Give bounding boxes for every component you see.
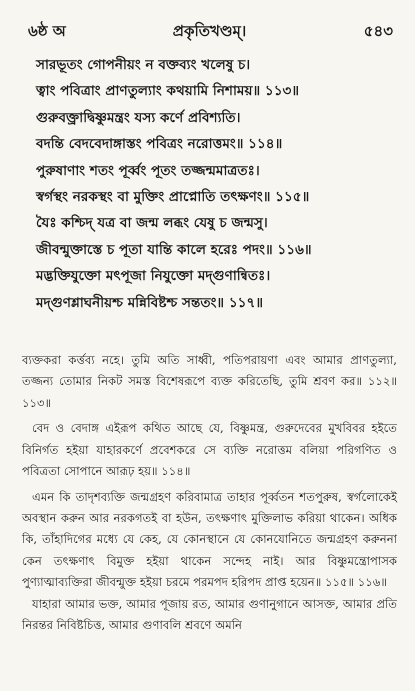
bengali-commentary — [22, 350, 397, 636]
commentary-paragraph: যাহারা আমার ভক্ত, আমার পূজায় রত, আমার গুণানুগানে আসক্ত, আমার প্রতি নিরন্তর নিবিষ্টচিত্ত, আমার গুণাবলি শ্রবণে অমনি — [22, 596, 397, 632]
page-header — [22, 10, 397, 44]
verse-line: গুরুবক্ত্রাদ্বিষ্ণুমন্ত্রং যস্য কর্ণে প্রবিশ্যতি। — [36, 109, 241, 126]
verse-line: সারভূতং গোপনীয়ং ন বক্তব্যং খলেষু চ। — [36, 57, 251, 73]
verse-line: বদন্তি বেদবেদাঙ্গাস্তং পবিত্রং নরোত্তমং॥ ১১৪॥ — [36, 136, 283, 153]
running-title: প্রকৃতিখণ্ডম্। — [172, 22, 247, 40]
verse-line: ত্বাং পবিত্রাং প্রাণতুল্যাং কথয়ামি নিশাময়॥ ১১৩॥ — [36, 83, 300, 100]
verse-line: মদ্ভক্তিযুক্তো মৎপূজা নিযুক্তো মদ্গুণান্বিতঃ। — [36, 268, 271, 285]
commentary-paragraph: বেদ ও বেদাঙ্গ এইরূপ কথিত আছে যে, বিষ্ণুমন্ত্র, গুরুদেবের মুখবিবর হইতে বিনির্গত হইয়া যাহারকর্ণে প্রবেশকরে সে ব্যক্তি নরোত্তম বলিয়া পরিগণিত ও পবিত্রতা সোপানে আরূঢ় হয়॥ ১১৪॥ — [22, 421, 397, 479]
verse-line: যৈঃ কশ্চিদ্ যত্র বা জন্ম লব্ধং যেষু চ জন্মসু। — [36, 215, 268, 232]
verse-line: স্বর্গস্থং নরকস্থং বা মুক্তিং প্রাপ্নোতি তৎক্ষণং॥ ১১৫॥ — [36, 189, 310, 206]
sanskrit-verses — [22, 52, 397, 316]
page-number: ৫৪৩ — [363, 22, 393, 40]
verse-line: জীবন্মুক্তাস্তে চ পূতা যান্তি কালে হরেঃ পদং॥ ১১৬॥ — [36, 241, 312, 258]
commentary-paragraph: এমন কি তাদৃশব্যক্তি জন্মগ্রহণ করিবামাত্র তাহার পূর্ব্বতন শতপুরুষ, স্বর্গলোকেই অবস্থান করুন আর নরকগতই বা হউন, তৎক্ষণাৎ মুক্তিলাভ করিয়া থাকেন। অধিক কি, তাঁহাদিগের মধ্যে যে কেহ, যে কোনস্থানে যে কোনযোনিতে জন্মগ্রহণ করুননা কেন তৎক্ষণাৎ বিমুক্ত হইয়া থাকেন সন্দেহ নাই। আর বিষ্ণুমন্ত্রোপাসক পুণ্যাত্মাব্যক্তিরা জীবন্মুক্ত হইয়া চরমে পরমপদ হরিপদ প্রাপ্ত হয়েন॥ ১১৫॥ ১১৬॥ — [22, 489, 397, 590]
chapter-marker: ৬ষ্ঠ অ — [28, 22, 66, 40]
verse-line: মদ্গুণশ্লাঘনীয়শ্চ মন্নিবিষ্টশ্চ সন্ততং॥ ১১৭॥ — [36, 294, 264, 311]
verse-line: পুরুষাণাং শতং পূর্ব্বং পূতং তজ্জন্মমাত্রতঃ। — [36, 162, 260, 179]
commentary-paragraph: ব্যক্তকরা কর্ত্তব্য নহে। তুমি অতি সাধ্বী, পতিপরায়ণা এবং আমার প্রাণতুল্যা, তজ্জন্য তোমার নিকট সমস্ত বিশেষরূপে ব্যক্ত করিতেছি, তুমি শ্রবণ কর॥ ১১২॥ ১১৩॥ — [22, 353, 397, 410]
